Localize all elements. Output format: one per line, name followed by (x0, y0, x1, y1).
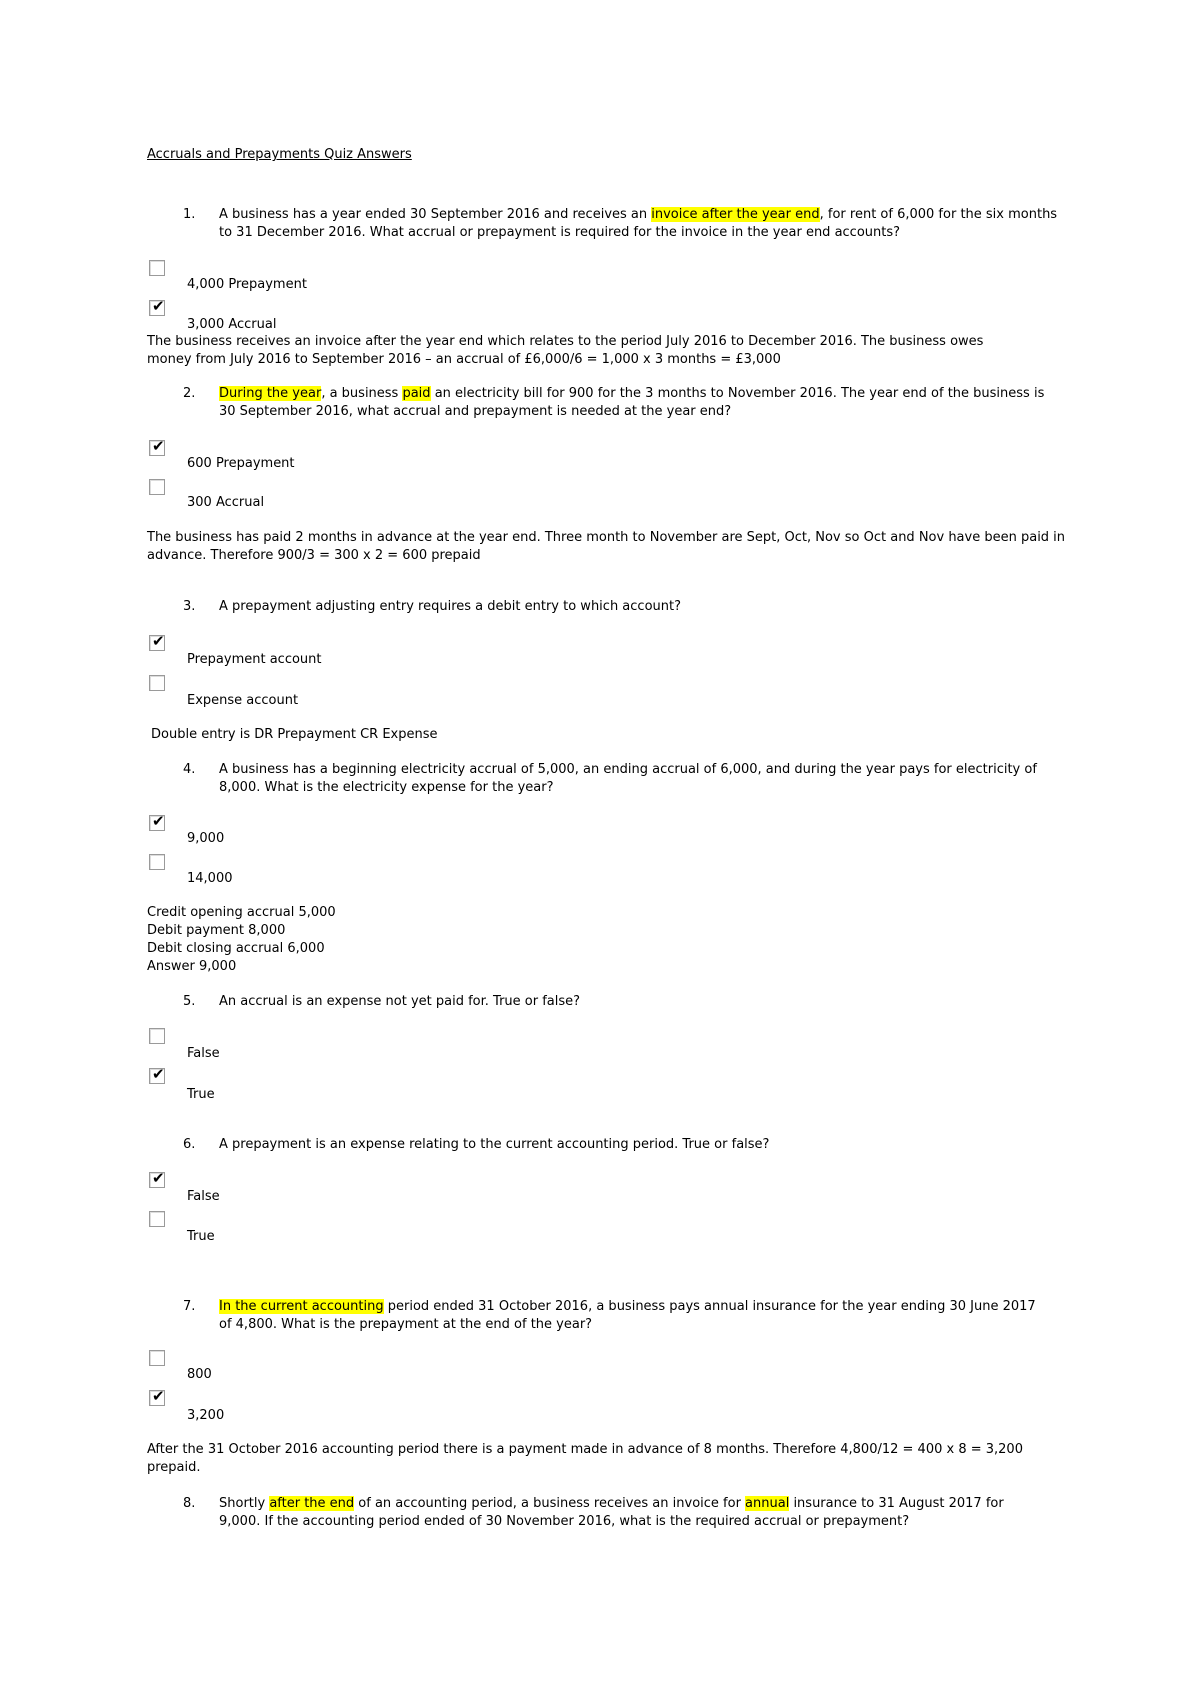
question-5-text: An accrual is an expense not yet paid for. True or false? (219, 994, 581, 1009)
question-6-number: 6. (183, 1137, 196, 1152)
question-3-explanation: Double entry is DR Prepayment CR Expense (151, 727, 438, 742)
question-7-number: 7. (183, 1299, 196, 1314)
question-3-option-1-checkbox[interactable] (149, 632, 165, 651)
question-7-text: In the current accounting period ended 31 October 2016, a business pays annual insurance for the year ending 30 June 2017 of 4,800. What is the prepayment at the end of the year? (219, 1299, 1036, 1332)
question-1-option-2-checkbox[interactable] (149, 297, 165, 316)
question-4-explanation-line-4: Answer 9,000 (147, 959, 237, 974)
question-6-option-1-checkbox[interactable] (149, 1169, 165, 1188)
question-4-number: 4. (183, 762, 196, 777)
question-7-option-1-checkbox[interactable] (149, 1350, 165, 1366)
question-5-option-1-checkbox[interactable] (149, 1028, 165, 1044)
question-1-option-1-label: 4,000 Prepayment (187, 277, 307, 292)
highlight: In the current accounting (219, 1299, 384, 1314)
question-6-option-2-checkbox[interactable] (149, 1211, 165, 1227)
question-1-number: 1. (183, 207, 196, 222)
question-3-number: 3. (183, 599, 196, 614)
highlight: after the end (269, 1496, 355, 1511)
highlight: annual (745, 1496, 790, 1511)
question-6-text: A prepayment is an expense relating to the current accounting period. True or false? (219, 1137, 770, 1152)
question-7-option-2-checkbox[interactable] (149, 1387, 165, 1406)
question-2-text: During the year, a business paid an electricity bill for 900 for the 3 months to November 2016. The year end of the business is 30 September 2016, what accrual and prepayment is needed at the year end? (219, 386, 1045, 419)
question-4-option-2-label: 14,000 (187, 871, 233, 886)
question-4-text: A business has a beginning electricity accrual of 5,000, an ending accrual of 6,000, and during the year pays for electricity of 8,000. What is the electricity expense for the year? (219, 762, 1037, 795)
question-2-option-2-checkbox[interactable] (149, 479, 165, 495)
checkmark-icon: ✔ (152, 1387, 165, 1405)
question-8-text: Shortly after the end of an accounting period, a business receives an invoice for annual insurance to 31 August 2017 for 9,000. If the accounting period ended of 30 November 2016, what is the required accrual or prepayment? (219, 1496, 1004, 1529)
question-5-option-1-label: False (187, 1046, 220, 1061)
question-4-option-2-checkbox[interactable] (149, 854, 165, 870)
checkmark-icon: ✔ (152, 1169, 165, 1187)
highlight: During the year (219, 386, 322, 401)
question-5-number: 5. (183, 994, 196, 1009)
question-1-explanation: The business receives an invoice after the year end which relates to the period July 2016 to December 2016. The business owes money from July 2016 to September 2016 – an accrual of £6,000/6 = 1,000 x 3 months = £3,000 (147, 334, 984, 367)
question-7-explanation: After the 31 October 2016 accounting period there is a payment made in advance of 8 months. Therefore 4,800/12 = 400 x 8 = 3,200 prepaid. (147, 1442, 1023, 1475)
question-1-option-2-label: 3,000 Accrual (187, 317, 277, 332)
question-4-option-1-label: 9,000 (187, 831, 225, 846)
question-6-option-1-label: False (187, 1189, 220, 1204)
question-2-option-1-label: 600 Prepayment (187, 456, 295, 471)
checkmark-icon: ✔ (152, 437, 165, 455)
question-3-option-1-label: Prepayment account (187, 652, 322, 667)
checkmark-icon: ✔ (152, 632, 165, 650)
question-8-number: 8. (183, 1496, 196, 1511)
question-3-option-2-label: Expense account (187, 693, 299, 708)
document-title: Accruals and Prepayments Quiz Answers (147, 147, 412, 162)
checkmark-icon: ✔ (152, 297, 165, 315)
question-3-text: A prepayment adjusting entry requires a debit entry to which account? (219, 599, 682, 614)
checkmark-icon: ✔ (152, 1065, 165, 1083)
question-7-option-2-label: 3,200 (187, 1408, 225, 1423)
question-2-explanation: The business has paid 2 months in advance at the year end. Three month to November are Sept, Oct, Nov so Oct and Nov have been paid in advance. Therefore 900/3 = 300 x 2 = 600 prepaid (147, 530, 1066, 563)
question-2-option-1-checkbox[interactable] (149, 437, 165, 456)
question-2-option-2-label: 300 Accrual (187, 495, 265, 510)
question-1-option-1-checkbox[interactable] (149, 260, 165, 276)
question-2-number: 2. (183, 386, 196, 401)
checkmark-icon: ✔ (152, 812, 165, 830)
question-6-option-2-label: True (187, 1229, 215, 1244)
question-5-option-2-label: True (187, 1087, 215, 1102)
question-5-option-2-checkbox[interactable] (149, 1065, 165, 1084)
question-1-text: A business has a year ended 30 September 2016 and receives an invoice after the year end, for rent of 6,000 for the six months to 31 December 2016. What accrual or prepayment is required for the invoice in the year end accounts? (219, 207, 1058, 240)
highlight: paid (402, 386, 431, 401)
question-7-option-1-label: 800 (187, 1367, 212, 1382)
question-4-option-1-checkbox[interactable] (149, 812, 165, 831)
question-4-explanation-line-1: Credit opening accrual 5,000 (147, 905, 336, 920)
question-4-explanation-line-2: Debit payment 8,000 (147, 923, 286, 938)
question-3-option-2-checkbox[interactable] (149, 675, 165, 691)
question-4-explanation-line-3: Debit closing accrual 6,000 (147, 941, 325, 956)
highlight: invoice after the year end (651, 207, 820, 222)
